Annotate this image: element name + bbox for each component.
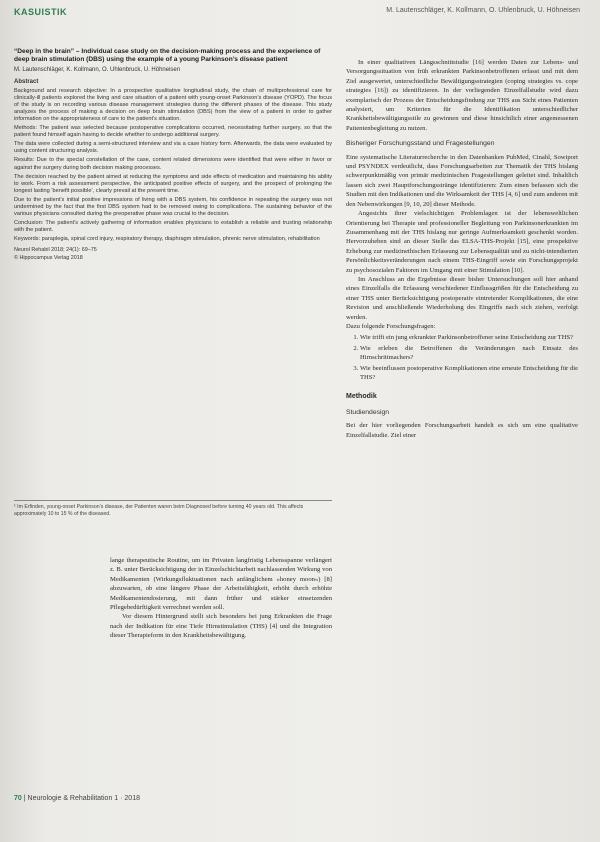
abstract-paragraph: Due to the patient’s initial positive impressions of living with a DBS system, his confidence in repeating the surgery was not undermined by the fact that the first DBS system had to be removed owing to complications. The sustaining behavior of the various physicians consulted during the preoperative phase was crucial to the decision. [14, 196, 332, 218]
body-paragraph: lange therapeutische Routine, um im Privaten langfristig Lebensspanne verlängert z. B. unter Berücksichtigung der in Einzelschichtarbeit nachlassenden Wirkung von Medikamenten (Wirkungsfluktuationen nach anfänglichem »honey moon«) [8] abzuwarten, ob eine längere Phase der Arbeitsfähigkeit, erhöht durch erhöhte Medikamentendosierung, mit dann früher und stärker einsetzenden Pflegebedürftigkeit verrechnet werden soll. [110, 557, 332, 612]
footnote: ¹ Im Erfinden, young-onset Parkinson’s disease, der Patienten waren beim Diagnosed before turning 40 years old. This affects approximately 10 to 15 % of the diseased. [14, 500, 332, 517]
research-questions [346, 333, 578, 382]
subsection-heading-design: Studiendesign [346, 408, 390, 416]
section-heading-methods: Methodik [346, 393, 377, 401]
abstract-paragraph: Background and research objective: In a prospective qualitative longitudinal study, the chain of multiprofessional care for clinically-ill patients explored the living and care situation of a patient with young-onset Parkinson’s disease (YOPD). The focus of the study is on recording various disease management strategies during the different phases of the disease. This study analyzes the process of making a decision on deep brain stimulation (DBS) from the view of a patient in order to gather information on the appropriateness of care to the patient’s situation. [14, 87, 332, 122]
body-paragraph: Im Anschluss an die Ergebnisse dieser bisher Untersuchungen soll hier anhand eines Einzelfalls die Erfassung verschiedener Einflussgrößen für die Entscheidung zu einer THS unter Berücksichtigung postoperativ eintretender Komplikationen, die eine Revision und anschließende Wiederholung des Eingriffs nach sich ziehen, verfolgt werden. [346, 275, 578, 321]
publisher: © Hippocampus Verlag 2018 [14, 254, 83, 261]
left-column-text [110, 556, 332, 641]
abstract-paragraph: Methods: The patient was selected because postoperative complications occurred, necessitating further surgery, so that the patient found himself again having to decide whether to undergo additional surgery. [14, 125, 332, 139]
list-item: 2. Wie erleben die Betroffenen die Veränderungen nach Einsatz des Hirnschrittmachers? [360, 344, 578, 363]
body-paragraph: Angesichts ihrer vielschichtigen Problemlagen ist der lebensweltlichen Orientierung bei Therapie und professioneller Begleitung von Parkinsonerkrankten im Zusammenhang mit der THS bislang nur geringe Aufmerksamkeit geschenkt worden. Hervorzuheben sind an dieser Stelle das ELSA-THS-Projekt [15], eine prospektive Erhebung zur medizinethischen Erfassung zur Lebensqualität und zu nicht-intendierten Persönlichkeitsveränderungen nach einem THS-Eingriff sowie ein Forschungsprojekt zu psychosozialen Faktoren im Umgang mit einer Stimulation [10]. [346, 210, 578, 274]
abstract-paragraph: The decision reached by the patient aimed at reducing the symptoms and side effects of medication and maintaining his ability to work. From a risk assessment perspective, the anticipated positive effects of surgery, and the prospect of prolonging the longest lasting ‘benefit possible’, clearly prevail at the present time. [14, 173, 332, 194]
body-paragraph: In einer qualitativen Längsschnittstudie [16] werden Daten zur Lebens- und Versorgungssituation von früh erkrankten Parkinsonbetroffenen erfasst und mit dem Ziel ausgewertet, unterschiedliche Bewältigungsstrategien (coping strategies vs. cope strategies [16]) zu identifizieren. In der vorliegenden Einzelfallstudie wird dazu exemplarisch der Prozess der Entscheidungsfindung zur THS aus Sicht eines Patienten analysiert, um Kriterien für die Identifikation unterschiedlicher Krankheitsbewältigungsstile zu gewinnen und diese hinsichtlich einer angemessenen Patientenbegleitung zu nutzen. [346, 59, 578, 132]
abstract-title: “Deep in the brain” – Individual case study on the decision-making process and the experience of deep brain stimulation (DBS) using the example of a young Parkinson’s disease patient [14, 48, 321, 64]
list-item: 1. Wie trifft ein jung erkrankter Parkinsonbetroffener seine Entscheidung zur THS? [360, 333, 578, 342]
section-heading-research: Bisheriger Forschungsstand und Fragestellungen [346, 140, 495, 148]
right-column-text [346, 58, 578, 440]
page-footer [14, 795, 140, 802]
keywords: Keywords: paraplegia, spinal cord injury, respiratory therapy, diaphragm stimulation, phrenic nerve stimulation, rehabilitation [14, 236, 320, 243]
running-head-authors: M. Lautenschläger, K. Kollmann, O. Uhlenbruck, U. Höhneisen [386, 7, 580, 14]
body-paragraph: Vor diesem Hintergrund stellt sich besonders bei jung Erkrankten die Frage nach der Indikation für eine Tiefe Hirnstimulation (THS) [4] und die Integration dieser Therapieform in den Krankheitsbewältigung. [110, 613, 332, 640]
body-paragraph: Bei der hier vorliegenden Forschungsarbeit handelt es sich um eine qualitative Einzelfallstudie. Ziel einer [346, 422, 578, 439]
abstract-paragraph: Results: Due to the special constellation of the case, content related dimensions were identified that were either in favor or against the surgery during both decision making processes. [14, 157, 332, 171]
body-paragraph: Dazu folgende Forschungsfragen: [346, 322, 436, 330]
body-paragraph: Eine systematische Literaturrecherche in den Datenbanken PubMed, Cinahl, Sowiport und PSYNDEX verdeutlicht, dass Forschungsarbeiten zur Thematik der THS bislang schwerpunktmäßig von primär medizinischen Fragestellungen geleitet sind. Inhaltlich lassen sich zwei Hauptforschungsstränge identifizieren: Zum einen befassen sich die Studien mit den Indikationen und die Wirksamkeit der THS [4, 6] und zum anderen mit den Nebenwirkungen [9, 10, 20] dieser Methode. [346, 153, 578, 208]
abstract-paragraph: The data were collected during a semi-structured interview and via a case history form. Afterwards, the data were evaluated by using content structuring analysis. [14, 141, 332, 155]
citation: Neurol Rehabil 2018; 24(1): 69–75 [14, 247, 97, 254]
abstract-paragraph: Conclusion: The patient’s actively gathering of information enables physicians to establish a reliable and trusting relationship with the patient. [14, 220, 332, 234]
list-item: 3. Wie beeinflussen postoperative Komplikationen eine erneute Entscheidung für die THS? [360, 364, 578, 383]
abstract-label: Abstract [14, 78, 39, 85]
section-label: KASUISTIK [14, 7, 68, 17]
journal-name: | Neurologie & Rehabilitation 1 · 2018 [23, 795, 140, 802]
abstract-authors: M. Lautenschläger, K. Kollmann, O. Uhlenbruck, U. Höhneisen [14, 67, 181, 74]
page-number: 70 [14, 795, 22, 802]
english-abstract [14, 48, 332, 262]
